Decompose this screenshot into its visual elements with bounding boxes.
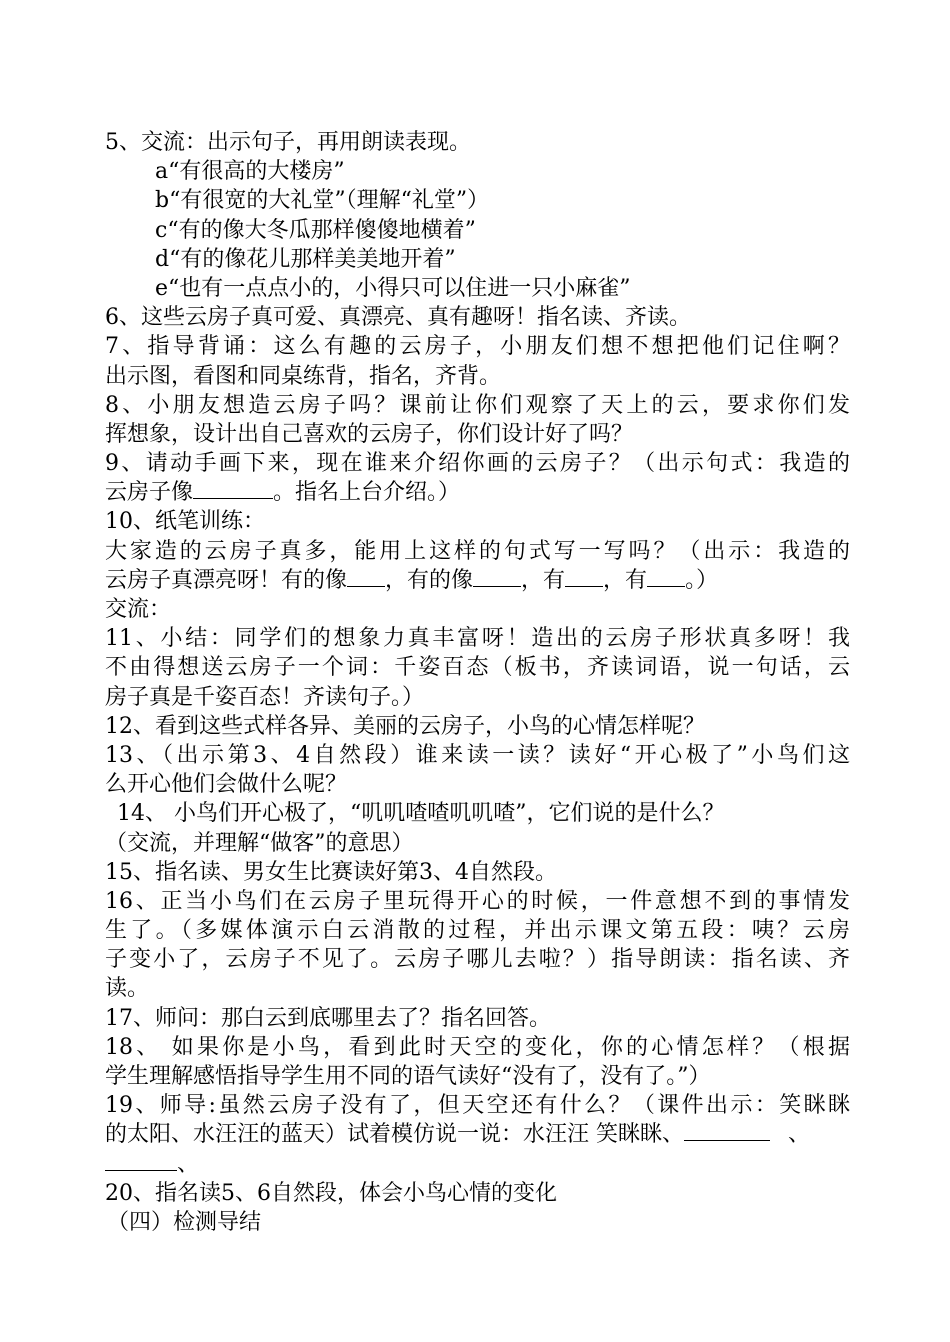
text-line: 生了。（多媒体演示白云消散的过程，并出示课文第五段：咦？云房: [105, 918, 850, 944]
text-line: 20、指名读5、6自然段，体会小鸟心情的变化: [105, 1180, 557, 1206]
text-segment: ，有: [603, 567, 648, 593]
document-body: [105, 128, 850, 1237]
fill-in-blank: [473, 566, 521, 587]
text-line: 6、这些云房子真可爱、真漂亮、真有趣呀！指名读、齐读。: [105, 305, 691, 331]
list-item: d“有的像花儿那样美美地开着”: [155, 246, 456, 272]
text-segment: 云房子像: [105, 480, 194, 506]
fill-in-blank: [647, 566, 685, 587]
text-line: 8、小朋友想造云房子吗？课前让你们观察了天上的云，要求你们发: [105, 392, 850, 418]
text-line: 5、交流：出示句子，再用朗读表现。: [105, 130, 471, 155]
text-line: 么开心他们会做什么呢？: [105, 772, 348, 798]
text-line: 7、指导背诵：这么有趣的云房子，小朋友们想不想把他们记住啊？: [105, 334, 850, 360]
text-line: 15、指名读、男女生比赛读好第3、4自然段。: [105, 859, 557, 885]
text-line: 学生理解感悟指导学生用不同的语气读好“没有了，没有了。”）: [105, 1064, 711, 1089]
list-item: c“有的像大冬瓜那样傻傻地横着”: [155, 217, 476, 243]
text-line: 出示图，看图和同桌练背，指名，齐背。: [105, 363, 502, 389]
text-segment: 、: [788, 1122, 811, 1148]
text-line: 读。: [105, 976, 150, 1002]
section-heading: （四）检测导结: [107, 1209, 262, 1235]
text-line: 18、 如果你是小鸟，看到此时天空的变化，你的心情怎样？（根据: [105, 1034, 850, 1060]
text-line: [105, 1120, 850, 1149]
text-segment: 、: [177, 1151, 200, 1177]
text-line: 12、看到这些式样各异、美丽的云房子，小鸟的心情怎样呢？: [105, 713, 705, 739]
list-item: b“有很宽的大礼堂”（理解“礼堂”）: [155, 188, 490, 214]
text-line: 10、纸笔训练：: [105, 509, 265, 535]
text-line: 19、师导:虽然云房子没有了，但天空还有什么？（课件出示：笑眯眯: [105, 1093, 850, 1119]
text-line: 不由得想送云房子一个词：千姿百态（板书，齐读词语，说一句话，云: [105, 655, 850, 681]
text-line: 交流：: [105, 597, 172, 622]
text-segment: 云房子真漂亮呀！有的像: [105, 567, 348, 593]
fill-in-blank: [193, 478, 273, 499]
text-line: 16、正当小鸟们在云房子里玩得开心的时候，一件意想不到的事情发: [105, 888, 850, 914]
fill-in-blank: [105, 1150, 177, 1171]
text-segment: ，有的像: [385, 567, 474, 593]
text-line: 大家造的云房子真多，能用上这样的句式写一写吗？（出示：我造的: [105, 538, 850, 564]
list-item: e“也有一点点小的，小得只可以住进一只小麻雀”: [155, 275, 631, 301]
text-line: 17、师问：那白云到底哪里去了？指名回答。: [105, 1005, 551, 1031]
text-line: [105, 566, 850, 595]
fill-in-blank: [565, 566, 603, 587]
text-segment: 的太阳、水汪汪的蓝天）试着模仿说一说：水汪汪 笑眯眯、: [105, 1122, 684, 1148]
text-line: 9、请动手画下来，现在谁来介绍你画的云房子？（出示句式：我造的: [105, 451, 850, 477]
fill-in-blank: [347, 566, 385, 587]
text-line: 挥想象，设计出自己喜欢的云房子，你们设计好了吗？: [105, 421, 634, 447]
text-segment: 。指名上台介绍。）: [273, 480, 461, 506]
text-line: [105, 1150, 850, 1179]
text-line: 子变小了，云房子不见了。云房子哪儿去啦？）指导朗读：指名读、齐: [105, 947, 850, 973]
text-line: 13、（出示第3、4自然段）谁来读一读？读好“开心极了”小鸟们这: [105, 742, 850, 768]
text-segment: ，有: [521, 567, 566, 593]
list-item: a“有很高的大楼房”: [155, 159, 345, 185]
fill-in-blank: [684, 1120, 770, 1141]
text-line: （交流，并理解“做客”的意思）: [105, 830, 414, 856]
text-segment: 。）: [685, 567, 719, 593]
text-line: 11、小结：同学们的想象力真丰富呀！造出的云房子形状真多呀！我: [105, 626, 850, 652]
text-line: [105, 478, 850, 507]
text-line: 房子真是千姿百态！齐读句子。）: [105, 684, 425, 710]
text-line: 14、 小鸟们开心极了，“叽叽喳喳叽叽喳”，它们说的是什么？: [117, 801, 725, 827]
